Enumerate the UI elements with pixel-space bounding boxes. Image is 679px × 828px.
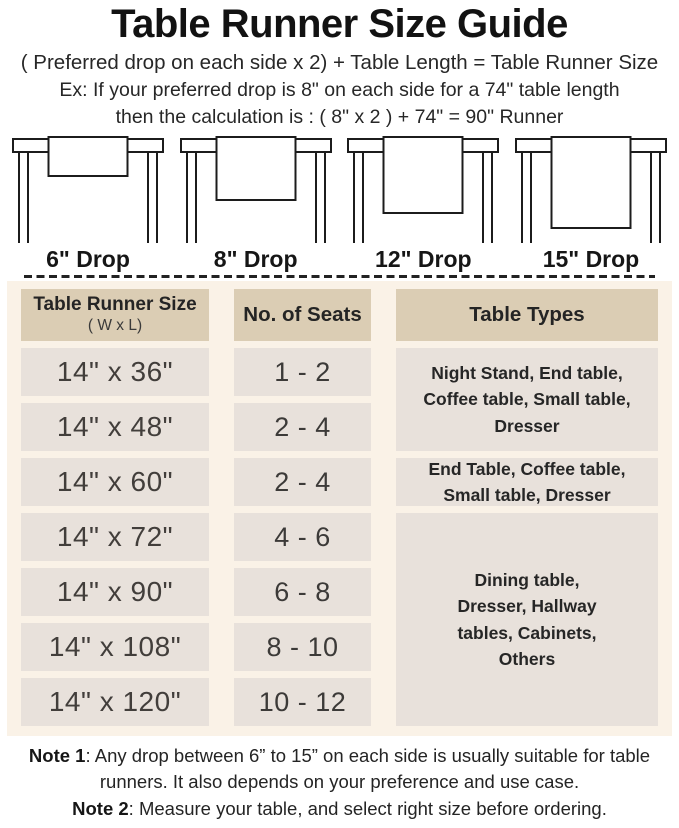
note-1-label: Note 1 xyxy=(28,745,86,766)
note-1-text: : Any drop between 6” to 15” on each side is usually suitable for table runners. It also depends on your preference and use case. xyxy=(85,745,651,793)
size-guide-page xyxy=(0,2,679,828)
header-table-types: Table Types xyxy=(396,289,658,341)
runner-size-cell: 14" x 120" xyxy=(21,678,209,726)
runner-shape xyxy=(383,136,464,214)
table-illustration-6-drop xyxy=(8,134,168,244)
table-leg xyxy=(521,153,532,243)
table-leg xyxy=(147,153,158,243)
table-leg xyxy=(186,153,197,243)
table-leg xyxy=(315,153,326,243)
table-leg xyxy=(482,153,493,243)
seats-cell: 1 - 2 xyxy=(234,348,371,396)
note-1 xyxy=(8,743,671,796)
drop-illustrations-row xyxy=(0,134,679,244)
table-leg xyxy=(353,153,364,243)
note-2-text: : Measure your table, and select right size before ordering. xyxy=(128,797,607,819)
note-2-label: Note 2 xyxy=(72,797,129,819)
header-runner-size-sub: ( W x L) xyxy=(87,317,143,335)
header-runner-size-label: Table Runner Size xyxy=(33,294,197,316)
table-illustration-12-drop xyxy=(343,134,503,244)
divider-dashed-line xyxy=(24,275,655,278)
table-types-cell: Night Stand, End table, Coffee table, Small table, Dresser xyxy=(396,348,658,451)
page-title: Table Runner Size Guide xyxy=(111,2,568,46)
runner-shape xyxy=(48,136,129,177)
table-illustration-8-drop xyxy=(176,134,336,244)
size-table-panel xyxy=(7,281,672,736)
runner-shape xyxy=(215,136,296,201)
formula-line: ( Preferred drop on each side x 2) + Table Length = Table Runner Size xyxy=(20,51,659,74)
note-2 xyxy=(8,796,671,822)
runner-size-cell: 14" x 36" xyxy=(21,348,209,396)
drop-labels-row xyxy=(0,244,679,275)
seats-cell: 2 - 4 xyxy=(234,458,371,506)
footnotes xyxy=(0,743,679,822)
header-seats: No. of Seats xyxy=(234,289,371,341)
table-leg xyxy=(650,153,661,243)
runner-size-cell: 14" x 108" xyxy=(21,623,209,671)
table-illustration-15-drop xyxy=(511,134,671,244)
runner-size-cell: 14" x 72" xyxy=(21,513,209,561)
runner-size-cell: 14" x 60" xyxy=(21,458,209,506)
drop-label-6: 6" Drop xyxy=(46,246,130,272)
seats-cell: 4 - 6 xyxy=(234,513,371,561)
seats-cell: 2 - 4 xyxy=(234,403,371,451)
table-leg xyxy=(18,153,29,243)
seats-cell: 8 - 10 xyxy=(234,623,371,671)
runner-size-cell: 14" x 48" xyxy=(21,403,209,451)
table-types-cell: End Table, Coffee table, Small table, Dresser xyxy=(396,458,658,506)
seats-cell: 10 - 12 xyxy=(234,678,371,726)
example-line-2: then the calculation is : ( 8" x 2 ) + 74" = 90" Runner xyxy=(115,106,564,128)
drop-label-12: 12" Drop xyxy=(375,246,472,272)
header-runner-size xyxy=(21,289,209,341)
runner-size-cell: 14" x 90" xyxy=(21,568,209,616)
seats-cell: 6 - 8 xyxy=(234,568,371,616)
runner-shape xyxy=(550,136,631,229)
drop-label-8: 8" Drop xyxy=(213,246,298,272)
example-line-1: Ex: If your preferred drop is 8" on each side for a 74" table length xyxy=(59,79,620,101)
size-table xyxy=(21,289,658,726)
table-types-cell: Dining table, Dresser, Hallway tables, Cabinets, Others xyxy=(396,513,658,726)
drop-label-15: 15" Drop xyxy=(542,246,640,272)
